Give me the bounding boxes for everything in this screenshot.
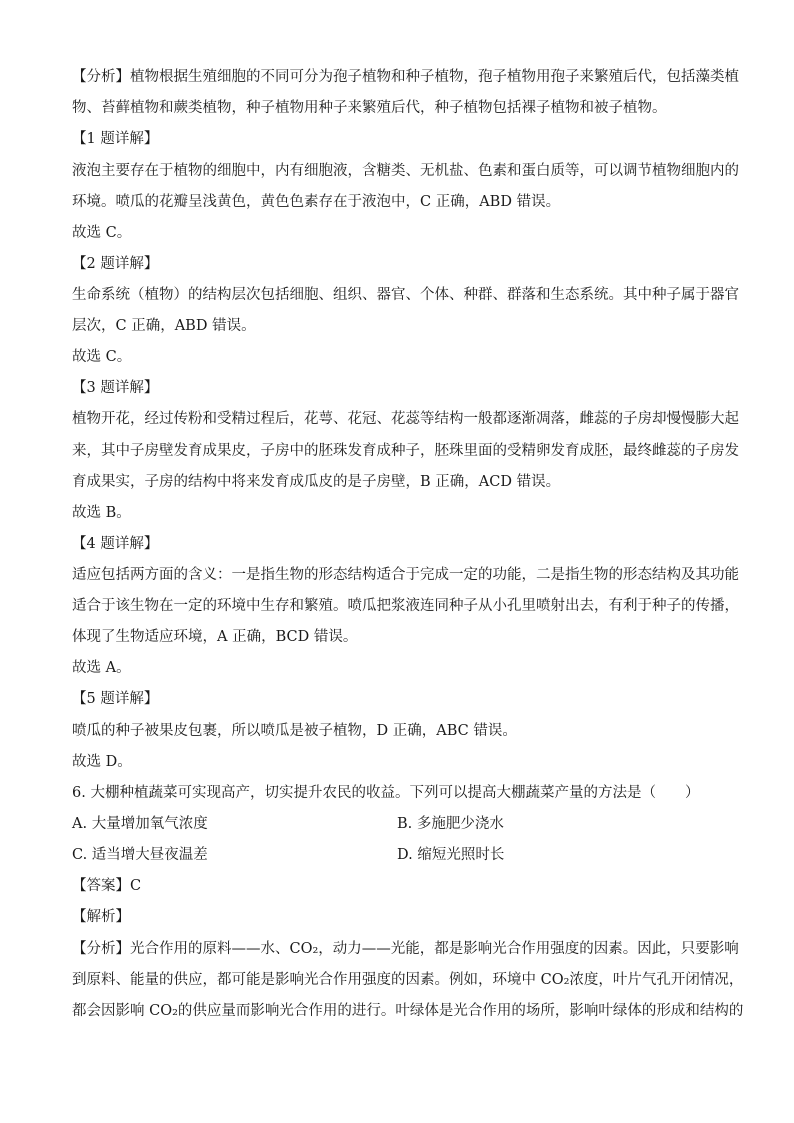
q4-choice: 故选 A。 xyxy=(72,660,131,676)
section-heading-q3: 【3 题详解】 xyxy=(72,380,159,396)
analysis-line: 都会因影响 CO₂的供应量而影响光合作用的进行。叶绿体是光合作用的场所，影响叶绿体的形成和结构的 xyxy=(72,1003,744,1019)
q4-explanation-line: 适应包括两方面的含义：一是指生物的形态结构适合于完成一定的功能，二是指生物的形态结构及其功能 xyxy=(72,567,739,583)
option-c: C. 适当增大昼夜温差 xyxy=(72,847,208,863)
analysis-line: 到原料、能量的供应，都可能是影响光合作用强度的因素。例如，环境中 CO₂浓度，叶片气孔开闭情况， xyxy=(72,972,744,988)
section-heading-q4: 【4 题详解】 xyxy=(72,536,159,552)
section-heading-q5: 【5 题详解】 xyxy=(72,691,159,707)
q4-explanation-line: 适合于该生物在一定的环境中生存和繁殖。喷瓜把浆液连同种子从小孔里喷射出去，有利于种子的传播， xyxy=(72,598,739,614)
question-6-stem: 6. 大棚种植蔬菜可实现高产，切实提升农民的收益。下列可以提高大棚蔬菜产量的方法是（ ） xyxy=(72,785,700,801)
option-d: D. 缩短光照时长 xyxy=(397,847,505,863)
analysis-paragraph-line: 【分析】植物根据生殖细胞的不同可分为孢子植物和种子植物，孢子植物用孢子来繁殖后代，包括藻类植 xyxy=(72,69,739,85)
q2-explanation-line: 生命系统（植物）的结构层次包括细胞、组织、器官、个体、种群、群落和生态系统。其中种子属于器官 xyxy=(72,287,739,303)
q3-explanation-line: 育成果实，子房的结构中将来发育成瓜皮的是子房壁，B 正确，ACD 错误。 xyxy=(72,474,561,490)
q5-choice: 故选 D。 xyxy=(72,754,132,770)
q3-explanation-line: 植物开花，经过传粉和受精过程后，花萼、花冠、花蕊等结构一般都逐渐凋落，雌蕊的子房却慢慢膨大起 xyxy=(72,411,739,427)
q1-explanation-line: 液泡主要存在于植物的细胞中，内有细胞液，含糖类、无机盐、色素和蛋白质等，可以调节植物细胞内的 xyxy=(72,163,739,179)
section-heading-q1: 【1 题详解】 xyxy=(72,131,159,147)
option-b: B. 多施肥少浇水 xyxy=(397,816,504,832)
option-a: A. 大量增加氧气浓度 xyxy=(72,816,208,832)
analysis-heading: 【解析】 xyxy=(72,909,130,925)
section-heading-q2: 【2 题详解】 xyxy=(72,256,159,272)
q3-choice: 故选 B。 xyxy=(72,505,131,521)
q1-choice: 故选 C。 xyxy=(72,225,132,241)
analysis-paragraph-line: 物、苔藓植物和蕨类植物，种子植物用种子来繁殖后代，种子植物包括裸子植物和被子植物。 xyxy=(72,100,667,116)
q1-explanation-line: 环境。喷瓜的花瓣呈浅黄色，黄色色素存在于液泡中，C 正确，ABD 错误。 xyxy=(72,194,561,210)
q2-choice: 故选 C。 xyxy=(72,349,132,365)
q4-explanation-line: 体现了生物适应环境，A 正确，BCD 错误。 xyxy=(72,629,358,645)
q3-explanation-line: 来，其中子房壁发育成果皮，子房中的胚珠发育成种子，胚珠里面的受精卵发育成胚，最终雌蕊的子房发 xyxy=(72,443,739,459)
q2-explanation-line: 层次，C 正确，ABD 错误。 xyxy=(72,318,256,334)
analysis-line: 【分析】光合作用的原料——水、CO₂，动力——光能，都是影响光合作用强度的因素。因此，只要影响 xyxy=(72,941,739,957)
answer-line: 【答案】C xyxy=(72,878,142,894)
q5-explanation-line: 喷瓜的种子被果皮包裹，所以喷瓜是被子植物，D 正确，ABC 错误。 xyxy=(72,723,517,739)
